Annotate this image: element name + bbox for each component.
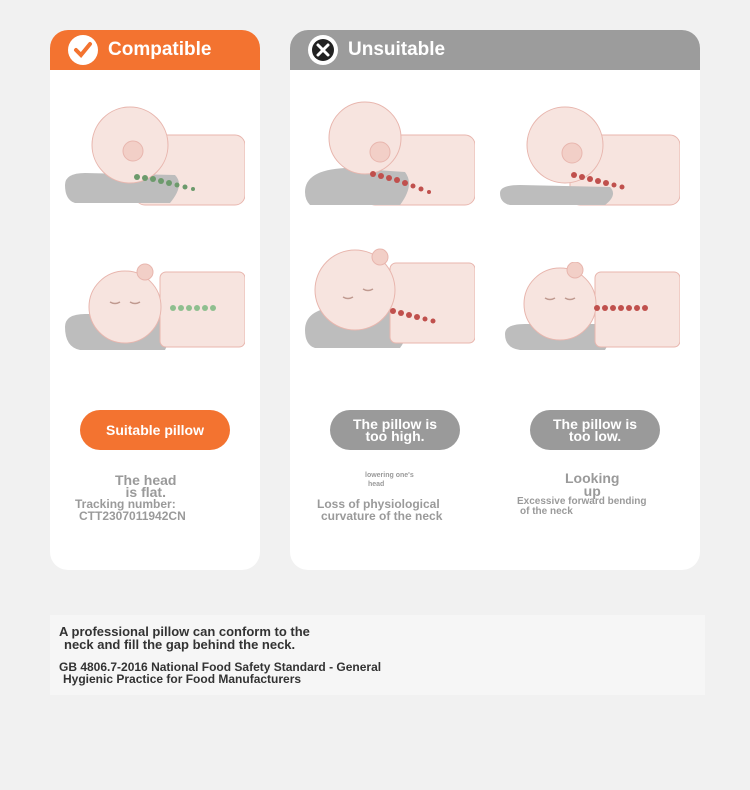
suitable-pillow-label: Suitable pillow bbox=[105, 422, 204, 438]
too-high-label bbox=[353, 418, 437, 442]
looking-up-line1: Looking bbox=[565, 470, 620, 486]
loss-curvature-text bbox=[317, 498, 442, 522]
x-icon bbox=[308, 35, 338, 65]
head-flat-text bbox=[115, 474, 176, 498]
baby-top-suitable-illustration bbox=[65, 262, 245, 352]
forward-bending-text bbox=[517, 497, 647, 517]
too-low-line1: The pillow is bbox=[552, 416, 637, 432]
forward-bending-line2: of the neck bbox=[520, 506, 573, 517]
looking-up-line2: up bbox=[583, 483, 601, 499]
baby-side-too-high-illustration bbox=[305, 100, 475, 210]
compatible-header bbox=[50, 30, 260, 70]
too-low-label bbox=[553, 418, 637, 442]
lowering-head-text bbox=[365, 471, 414, 489]
footer-line2: neck and fill the gap behind the neck. bbox=[64, 637, 296, 652]
lowering-head-line1: lowering one's bbox=[365, 472, 414, 479]
checkmark-icon bbox=[68, 35, 98, 65]
baby-top-too-low-illustration bbox=[505, 262, 680, 352]
footer-standard bbox=[59, 661, 381, 685]
too-low-button bbox=[530, 410, 660, 450]
suitable-pillow-button bbox=[80, 410, 230, 450]
lowering-head-line2: head bbox=[368, 481, 385, 488]
too-high-line2: too high. bbox=[365, 428, 425, 444]
footer-description bbox=[59, 625, 310, 651]
compatible-title: Compatible bbox=[108, 39, 212, 60]
tracking-label: Tracking number: bbox=[75, 497, 176, 511]
tracking-value: CTT2307011942CN bbox=[79, 509, 186, 523]
head-flat-line2: is flat. bbox=[125, 484, 166, 500]
unsuitable-title: Unsuitable bbox=[348, 39, 446, 60]
baby-top-too-high-illustration bbox=[305, 245, 475, 350]
too-high-line1: The pillow is bbox=[352, 416, 437, 432]
loss-curvature-line1: Loss of physiological bbox=[317, 497, 440, 511]
too-low-line2: too low. bbox=[568, 428, 622, 444]
tracking-number bbox=[75, 498, 186, 522]
too-high-button bbox=[330, 410, 460, 450]
looking-up-text bbox=[565, 472, 619, 498]
baby-side-too-low-illustration bbox=[500, 105, 680, 210]
head-flat-line1: The head bbox=[115, 472, 177, 488]
footer-line1: A professional pillow can conform to the bbox=[59, 624, 310, 639]
footer-line3: GB 4806.7-2016 National Food Safety Standard - General bbox=[59, 660, 382, 674]
baby-side-suitable-illustration bbox=[65, 105, 245, 210]
footer-line4: Hygienic Practice for Food Manufacturers bbox=[63, 672, 302, 686]
forward-bending-line1: Excessive forward bending bbox=[517, 496, 647, 507]
unsuitable-header bbox=[290, 30, 700, 70]
loss-curvature-line2: curvature of the neck bbox=[321, 509, 443, 523]
